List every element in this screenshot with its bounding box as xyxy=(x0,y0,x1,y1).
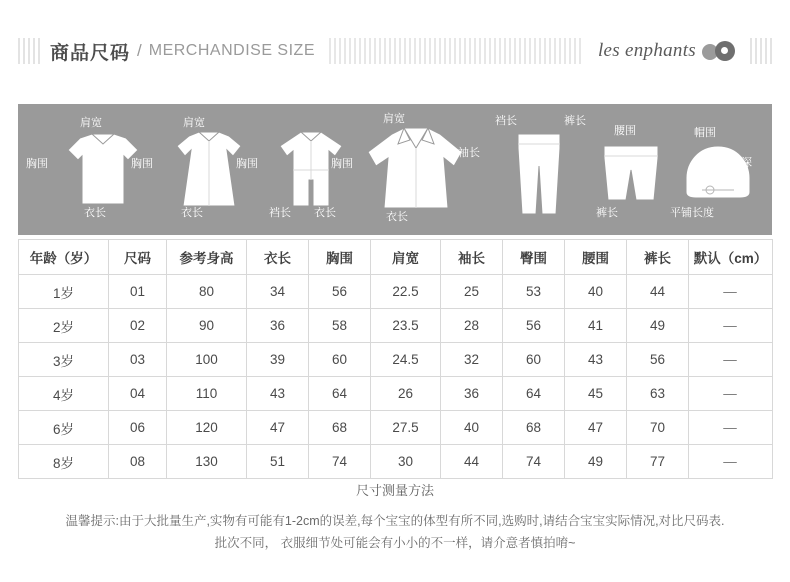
cell-height: 110 xyxy=(167,377,247,411)
cell-age: 2岁 xyxy=(19,309,109,343)
page-title-en: MERCHANDISE SIZE xyxy=(148,42,315,59)
cell-garment-length: 47 xyxy=(247,411,309,445)
page-header xyxy=(18,28,772,74)
header-rule-right xyxy=(750,38,772,64)
label-romper-length: 衣长 xyxy=(314,207,336,219)
col-header-default-unit: 默认（cm） xyxy=(689,240,773,275)
label-dress-shoulder: 肩宽 xyxy=(183,117,205,129)
col-header-shoulder: 肩宽 xyxy=(371,240,441,275)
cell-garment-length: 43 xyxy=(247,377,309,411)
label-pants-crotch: 裆长 xyxy=(495,115,517,127)
label-jacket-sleeve: 袖长 xyxy=(458,147,480,159)
cell-height: 100 xyxy=(167,343,247,377)
col-header-age: 年龄（岁） xyxy=(19,240,109,275)
cell-bust: 68 xyxy=(309,411,371,445)
cell-default-unit: — xyxy=(689,343,773,377)
label-hat-circumference: 帽围 xyxy=(694,127,716,139)
cell-default-unit: — xyxy=(689,411,773,445)
footer-note-line-2: 批次不同， 衣服细节处可能会有小小的不一样，请介意者慎拍唷~ xyxy=(214,536,576,550)
brand-mark-icon xyxy=(702,40,740,62)
cell-garment-length: 39 xyxy=(247,343,309,377)
label-pants-length: 裤长 xyxy=(564,115,586,127)
cell-sleeve: 28 xyxy=(441,309,503,343)
cell-shoulder: 23.5 xyxy=(371,309,441,343)
cell-height: 130 xyxy=(167,445,247,479)
cell-age: 3岁 xyxy=(19,343,109,377)
romper-icon xyxy=(268,130,354,212)
cell-default-unit: — xyxy=(689,445,773,479)
cell-size: 04 xyxy=(109,377,167,411)
label-jacket-bust: 胸围 xyxy=(331,158,353,170)
brand-name: les enphants xyxy=(597,40,696,61)
label-tshirt-shoulder: 肩宽 xyxy=(80,117,102,129)
title-separator: / xyxy=(137,41,142,60)
col-header-size: 尺码 xyxy=(109,240,167,275)
table-row xyxy=(19,445,773,479)
cell-sleeve: 44 xyxy=(441,445,503,479)
jacket-icon xyxy=(358,126,473,214)
cell-pants-length: 49 xyxy=(627,309,689,343)
cell-age: 8岁 xyxy=(19,445,109,479)
pants-icon xyxy=(508,130,570,218)
cell-size: 01 xyxy=(109,275,167,309)
cell-hip: 53 xyxy=(503,275,565,309)
cell-shoulder: 22.5 xyxy=(371,275,441,309)
page-title-cn: 商品尺码 xyxy=(50,42,131,64)
cell-size: 06 xyxy=(109,411,167,445)
cell-shoulder: 27.5 xyxy=(371,411,441,445)
cell-pants-length: 77 xyxy=(627,445,689,479)
cell-pants-length: 63 xyxy=(627,377,689,411)
col-header-garment-length: 衣长 xyxy=(247,240,309,275)
cell-hip: 60 xyxy=(503,343,565,377)
dress-icon xyxy=(163,130,253,212)
col-header-waist: 腰围 xyxy=(565,240,627,275)
cell-bust: 60 xyxy=(309,343,371,377)
label-jacket-shoulder: 肩宽 xyxy=(383,113,405,125)
footer-title: 尺寸测量方法 xyxy=(355,483,434,498)
cell-bust: 56 xyxy=(309,275,371,309)
cell-hip: 74 xyxy=(503,445,565,479)
label-dress-length: 衣长 xyxy=(181,207,203,219)
cell-pants-length: 70 xyxy=(627,411,689,445)
cell-bust: 74 xyxy=(309,445,371,479)
cell-sleeve: 25 xyxy=(441,275,503,309)
cell-default-unit: — xyxy=(689,309,773,343)
cell-bust: 58 xyxy=(309,309,371,343)
cell-waist: 43 xyxy=(565,343,627,377)
table-row xyxy=(19,309,773,343)
size-table-wrapper xyxy=(18,239,772,479)
cell-default-unit: — xyxy=(689,275,773,309)
cell-sleeve: 40 xyxy=(441,411,503,445)
cell-garment-length: 36 xyxy=(247,309,309,343)
col-header-bust: 胸围 xyxy=(309,240,371,275)
label-tshirt-bust: 胸围 xyxy=(26,158,48,170)
size-table-body xyxy=(19,275,773,479)
cell-hip: 64 xyxy=(503,377,565,411)
cell-sleeve: 36 xyxy=(441,377,503,411)
cell-garment-length: 34 xyxy=(247,275,309,309)
cell-height: 80 xyxy=(167,275,247,309)
table-row xyxy=(19,377,773,411)
label-hat-depth: 帽深 xyxy=(730,157,752,169)
cell-bust: 64 xyxy=(309,377,371,411)
cell-waist: 49 xyxy=(565,445,627,479)
cell-waist: 40 xyxy=(565,275,627,309)
cell-waist: 41 xyxy=(565,309,627,343)
header-rule-middle xyxy=(329,38,584,64)
brand-logo xyxy=(598,40,740,62)
label-shorts-waist: 腰围 xyxy=(614,125,636,137)
cell-shoulder: 26 xyxy=(371,377,441,411)
label-hat-flat-length: 平铺长度 xyxy=(670,207,714,219)
header-rule-left xyxy=(18,38,40,64)
col-header-height: 参考身高 xyxy=(167,240,247,275)
cell-pants-length: 44 xyxy=(627,275,689,309)
cell-waist: 47 xyxy=(565,411,627,445)
tshirt-icon xyxy=(58,132,148,212)
cell-age: 4岁 xyxy=(19,377,109,411)
hat-icon xyxy=(680,144,756,204)
size-table xyxy=(18,239,773,479)
cell-sleeve: 32 xyxy=(441,343,503,377)
cell-height: 120 xyxy=(167,411,247,445)
label-romper-bust: 胸围 xyxy=(236,158,258,170)
cell-age: 6岁 xyxy=(19,411,109,445)
label-jacket-length: 衣长 xyxy=(386,211,408,223)
cell-size: 02 xyxy=(109,309,167,343)
cell-default-unit: — xyxy=(689,377,773,411)
col-header-hip: 臀围 xyxy=(503,240,565,275)
size-table-head xyxy=(19,240,773,275)
col-header-pants-length: 裤长 xyxy=(627,240,689,275)
col-header-sleeve: 袖长 xyxy=(441,240,503,275)
label-dress-bust: 胸围 xyxy=(131,158,153,170)
label-shorts-length: 裤长 xyxy=(596,207,618,219)
footer-notes xyxy=(18,480,772,554)
cell-height: 90 xyxy=(167,309,247,343)
label-tshirt-length: 衣长 xyxy=(84,207,106,219)
cell-size: 03 xyxy=(109,343,167,377)
shorts-icon xyxy=(596,142,666,204)
cell-pants-length: 56 xyxy=(627,343,689,377)
table-row xyxy=(19,411,773,445)
table-row xyxy=(19,275,773,309)
cell-garment-length: 51 xyxy=(247,445,309,479)
garment-measure-diagram xyxy=(18,104,772,235)
cell-size: 08 xyxy=(109,445,167,479)
cell-age: 1岁 xyxy=(19,275,109,309)
cell-hip: 56 xyxy=(503,309,565,343)
label-romper-crotch: 裆长 xyxy=(269,207,291,219)
cell-waist: 45 xyxy=(565,377,627,411)
footer-note-line-1: 温馨提示:由于大批量生产,实物有可能有1-2cm的误差,每个宝宝的体型有所不同,选购时,请结合宝宝实际情况,对比尺码表. xyxy=(65,514,725,528)
cell-shoulder: 24.5 xyxy=(371,343,441,377)
table-row xyxy=(19,343,773,377)
table-header-row xyxy=(19,240,773,275)
cell-shoulder: 30 xyxy=(371,445,441,479)
cell-hip: 68 xyxy=(503,411,565,445)
